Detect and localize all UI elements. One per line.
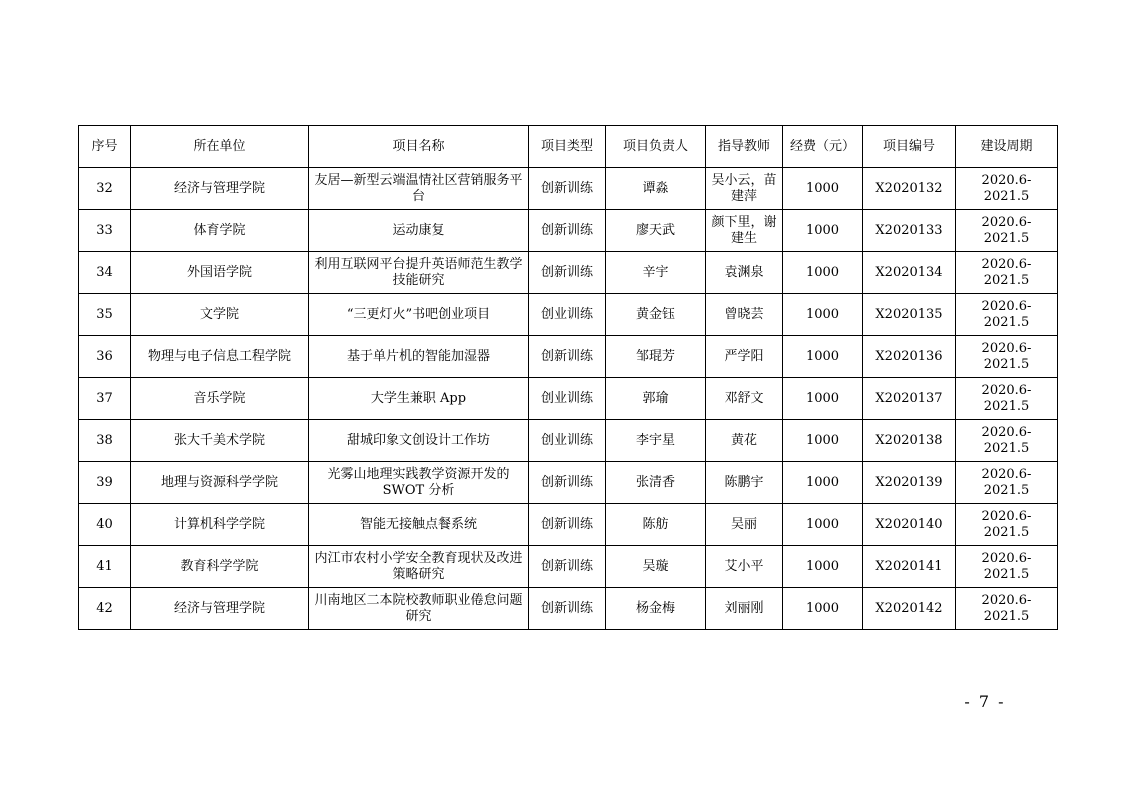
cell-project-type: 创新训练: [529, 210, 606, 252]
cell-project-type: 创新训练: [529, 546, 606, 588]
cell-period: 2020.6-2021.5: [956, 504, 1058, 546]
header-project-name: 项目名称: [309, 126, 529, 168]
cell-project-name: 川南地区二本院校教师职业倦怠问题研究: [309, 588, 529, 630]
cell-period: 2020.6-2021.5: [956, 336, 1058, 378]
cell-period: 2020.6-2021.5: [956, 294, 1058, 336]
table-row: [79, 504, 1058, 546]
cell-unit: 外国语学院: [131, 252, 309, 294]
cell-project-leader: 廖天武: [606, 210, 706, 252]
cell-project-code: X2020142: [863, 588, 956, 630]
cell-project-leader: 杨金梅: [606, 588, 706, 630]
cell-unit: 音乐学院: [131, 378, 309, 420]
cell-index: 37: [79, 378, 131, 420]
cell-unit: 体育学院: [131, 210, 309, 252]
cell-project-type: 创新训练: [529, 252, 606, 294]
cell-index: 32: [79, 168, 131, 210]
cell-project-type: 创新训练: [529, 168, 606, 210]
cell-funding: 1000: [783, 420, 863, 462]
cell-funding: 1000: [783, 546, 863, 588]
table-row: [79, 336, 1058, 378]
cell-project-name: 友居—新型云端温情社区营销服务平台: [309, 168, 529, 210]
cell-period: 2020.6-2021.5: [956, 546, 1058, 588]
cell-project-code: X2020138: [863, 420, 956, 462]
cell-project-code: X2020133: [863, 210, 956, 252]
cell-project-type: 创新训练: [529, 462, 606, 504]
cell-unit: 文学院: [131, 294, 309, 336]
cell-project-leader: 黄金钰: [606, 294, 706, 336]
cell-project-code: X2020137: [863, 378, 956, 420]
cell-index: 39: [79, 462, 131, 504]
table-row: [79, 420, 1058, 462]
table-row: [79, 252, 1058, 294]
cell-project-name: 光雾山地理实践教学资源开发的 SWOT 分析: [309, 462, 529, 504]
cell-unit: 张大千美术学院: [131, 420, 309, 462]
cell-index: 40: [79, 504, 131, 546]
cell-period: 2020.6-2021.5: [956, 462, 1058, 504]
cell-funding: 1000: [783, 378, 863, 420]
cell-advisor: 吴小云，苗建萍: [706, 168, 783, 210]
cell-project-code: X2020136: [863, 336, 956, 378]
cell-project-code: X2020140: [863, 504, 956, 546]
cell-project-leader: 谭淼: [606, 168, 706, 210]
cell-advisor: 袁渊泉: [706, 252, 783, 294]
cell-unit: 教育科学学院: [131, 546, 309, 588]
cell-funding: 1000: [783, 336, 863, 378]
table-row: [79, 462, 1058, 504]
table-row: [79, 210, 1058, 252]
header-project-leader: 项目负责人: [606, 126, 706, 168]
cell-project-name: 甜城印象文创设计工作坊: [309, 420, 529, 462]
cell-advisor: 刘丽刚: [706, 588, 783, 630]
table-row: [79, 378, 1058, 420]
cell-project-code: X2020139: [863, 462, 956, 504]
cell-project-leader: 吴璇: [606, 546, 706, 588]
cell-project-code: X2020141: [863, 546, 956, 588]
cell-period: 2020.6-2021.5: [956, 252, 1058, 294]
cell-project-leader: 郭瑜: [606, 378, 706, 420]
cell-funding: 1000: [783, 588, 863, 630]
cell-advisor: 邓舒文: [706, 378, 783, 420]
cell-project-code: X2020134: [863, 252, 956, 294]
table-row: [79, 546, 1058, 588]
header-advisor: 指导教师: [706, 126, 783, 168]
cell-project-type: 创业训练: [529, 294, 606, 336]
cell-project-type: 创新训练: [529, 336, 606, 378]
cell-unit: 经济与管理学院: [131, 588, 309, 630]
cell-index: 38: [79, 420, 131, 462]
project-table: [78, 125, 1058, 630]
cell-funding: 1000: [783, 168, 863, 210]
cell-funding: 1000: [783, 252, 863, 294]
cell-project-name: 大学生兼职 App: [309, 378, 529, 420]
cell-project-code: X2020132: [863, 168, 956, 210]
header-funding: 经费（元）: [783, 126, 863, 168]
cell-unit: 物理与电子信息工程学院: [131, 336, 309, 378]
cell-index: 33: [79, 210, 131, 252]
cell-unit: 经济与管理学院: [131, 168, 309, 210]
cell-index: 41: [79, 546, 131, 588]
page-number: - 7 -: [964, 692, 1006, 711]
cell-project-name: 利用互联网平台提升英语师范生教学技能研究: [309, 252, 529, 294]
cell-index: 42: [79, 588, 131, 630]
cell-project-leader: 邹琨芳: [606, 336, 706, 378]
header-index: 序号: [79, 126, 131, 168]
cell-project-leader: 辛宇: [606, 252, 706, 294]
cell-period: 2020.6-2021.5: [956, 420, 1058, 462]
table-row: [79, 294, 1058, 336]
cell-advisor: 曾晓芸: [706, 294, 783, 336]
cell-funding: 1000: [783, 462, 863, 504]
table-body: [79, 168, 1058, 630]
cell-advisor: 黄花: [706, 420, 783, 462]
cell-project-name: 智能无接触点餐系统: [309, 504, 529, 546]
cell-project-type: 创新训练: [529, 588, 606, 630]
cell-period: 2020.6-2021.5: [956, 588, 1058, 630]
cell-project-type: 创业训练: [529, 420, 606, 462]
cell-project-leader: 陈舫: [606, 504, 706, 546]
cell-project-name: 内江市农村小学安全教育现状及改进策略研究: [309, 546, 529, 588]
cell-funding: 1000: [783, 504, 863, 546]
cell-unit: 计算机科学学院: [131, 504, 309, 546]
cell-advisor: 吴丽: [706, 504, 783, 546]
cell-advisor: 艾小平: [706, 546, 783, 588]
header-project-type: 项目类型: [529, 126, 606, 168]
cell-project-leader: 李宇星: [606, 420, 706, 462]
table-row: [79, 588, 1058, 630]
cell-project-name: “三更灯火”书吧创业项目: [309, 294, 529, 336]
cell-project-code: X2020135: [863, 294, 956, 336]
cell-unit: 地理与资源科学学院: [131, 462, 309, 504]
header-project-code: 项目编号: [863, 126, 956, 168]
cell-period: 2020.6-2021.5: [956, 210, 1058, 252]
cell-advisor: 严学阳: [706, 336, 783, 378]
header-period: 建设周期: [956, 126, 1058, 168]
cell-index: 36: [79, 336, 131, 378]
cell-advisor: 颜下里，谢建生: [706, 210, 783, 252]
cell-advisor: 陈鹏宇: [706, 462, 783, 504]
cell-funding: 1000: [783, 210, 863, 252]
cell-project-name: 基于单片机的智能加湿器: [309, 336, 529, 378]
cell-index: 35: [79, 294, 131, 336]
cell-project-leader: 张清香: [606, 462, 706, 504]
cell-index: 34: [79, 252, 131, 294]
table-row: [79, 168, 1058, 210]
cell-project-type: 创业训练: [529, 378, 606, 420]
cell-project-name: 运动康复: [309, 210, 529, 252]
cell-project-type: 创新训练: [529, 504, 606, 546]
cell-period: 2020.6-2021.5: [956, 168, 1058, 210]
cell-period: 2020.6-2021.5: [956, 378, 1058, 420]
table-header-row: [79, 126, 1058, 168]
cell-funding: 1000: [783, 294, 863, 336]
header-unit: 所在单位: [131, 126, 309, 168]
